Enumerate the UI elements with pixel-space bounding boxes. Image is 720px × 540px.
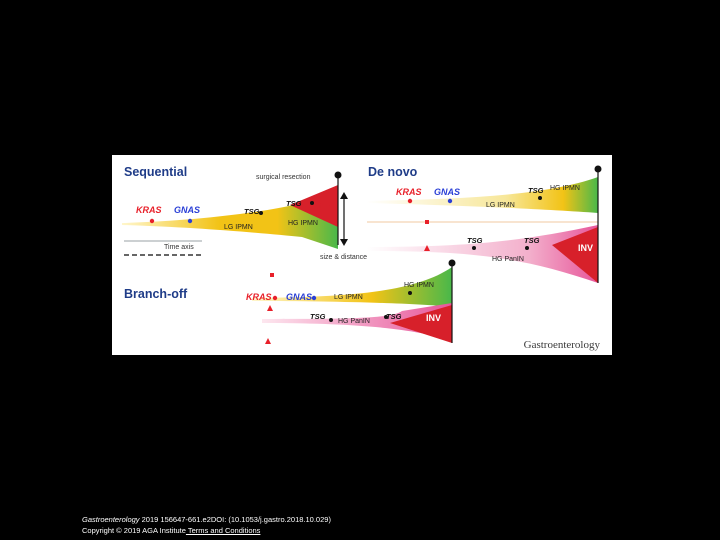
surgical-resection-label: surgical resection xyxy=(256,174,311,181)
journal-watermark: Gastroenterology xyxy=(523,339,600,351)
figure-svg xyxy=(112,155,612,355)
size-distance-arrow-down xyxy=(340,239,348,246)
sequential-panel xyxy=(122,172,367,262)
tsg-label-3: TSG xyxy=(524,236,540,245)
hg-panin-label: HG PanIN xyxy=(492,256,524,263)
citation-footer xyxy=(82,514,331,536)
copyright-text: Copyright © 2019 AGA Institute xyxy=(82,526,186,535)
panel-title-de-novo: De novo xyxy=(368,165,418,179)
tsg-dot xyxy=(259,211,263,215)
hg-ipmn-label: HG IPMN xyxy=(288,220,318,227)
inv-label: INV xyxy=(578,243,594,253)
de-novo-resection-dot xyxy=(595,166,602,173)
citation-line xyxy=(82,514,331,525)
gnas-dot xyxy=(448,199,452,203)
tsg-dot-2 xyxy=(329,318,333,322)
de-novo-panel xyxy=(367,166,602,284)
kras-dot xyxy=(150,219,154,223)
hg-ipmn-label: HG IPMN xyxy=(550,185,580,192)
tsg-label: TSG xyxy=(244,207,260,216)
square-marker xyxy=(425,220,429,224)
tsg-label-2: TSG xyxy=(386,312,402,321)
size-distance-arrow-up xyxy=(340,192,348,199)
tsg-label: TSG xyxy=(310,312,326,321)
time-axis-label: Time axis xyxy=(164,244,194,251)
panel-title-branch-off: Branch-off xyxy=(124,287,188,301)
tsg-dot-2 xyxy=(472,246,476,250)
tsg-dot xyxy=(408,291,412,295)
kras-dot xyxy=(408,199,412,203)
hg-panin-label: HG PanIN xyxy=(338,318,370,325)
copyright-line xyxy=(82,525,331,536)
inv-label: INV xyxy=(316,200,332,210)
lg-ipmn-label: LG IPMN xyxy=(486,202,515,209)
tsg-label-2: TSG xyxy=(467,236,483,245)
triangle-marker-2 xyxy=(265,338,271,344)
inv-label: INV xyxy=(426,313,442,323)
terms-link[interactable]: Terms and Conditions xyxy=(185,526,261,535)
citation-text: 2019 156647-661.e2DOI: (10.1053/j.gastro.2018.10.029) xyxy=(139,515,331,524)
gnas-dot xyxy=(188,219,192,223)
lg-ipmn-label: LG IPMN xyxy=(334,294,363,301)
hg-ipmn-label: HG IPMN xyxy=(404,282,434,289)
triangle-marker xyxy=(267,305,273,311)
gnas-label: GNAS xyxy=(174,205,201,215)
kras-dot xyxy=(273,296,277,300)
square-marker xyxy=(270,273,274,277)
surgical-resection-dot xyxy=(335,172,342,179)
lg-ipmn-label: LG IPMN xyxy=(224,224,253,231)
sequential-lineage-band xyxy=(122,189,338,249)
kras-label: KRAS xyxy=(246,292,272,302)
tsg-dot-3 xyxy=(525,246,529,250)
tsg-label-2: TSG xyxy=(286,199,302,208)
panel-title-sequential: Sequential xyxy=(124,165,188,179)
kras-label: KRAS xyxy=(136,205,162,215)
kras-label: KRAS xyxy=(396,187,422,197)
tsg-dot xyxy=(538,196,542,200)
tsg-label: TSG xyxy=(528,186,544,195)
evolution-model-figure xyxy=(112,155,612,355)
gnas-label: GNAS xyxy=(434,187,461,197)
journal-name: Gastroenterology xyxy=(82,515,140,524)
tsg-dot-2 xyxy=(310,201,314,205)
gnas-label: GNAS xyxy=(286,292,313,302)
branch-off-panel xyxy=(246,260,456,345)
branch-resection-dot xyxy=(449,260,456,267)
gnas-dot xyxy=(312,296,316,300)
size-distance-label: size & distance xyxy=(320,254,368,261)
